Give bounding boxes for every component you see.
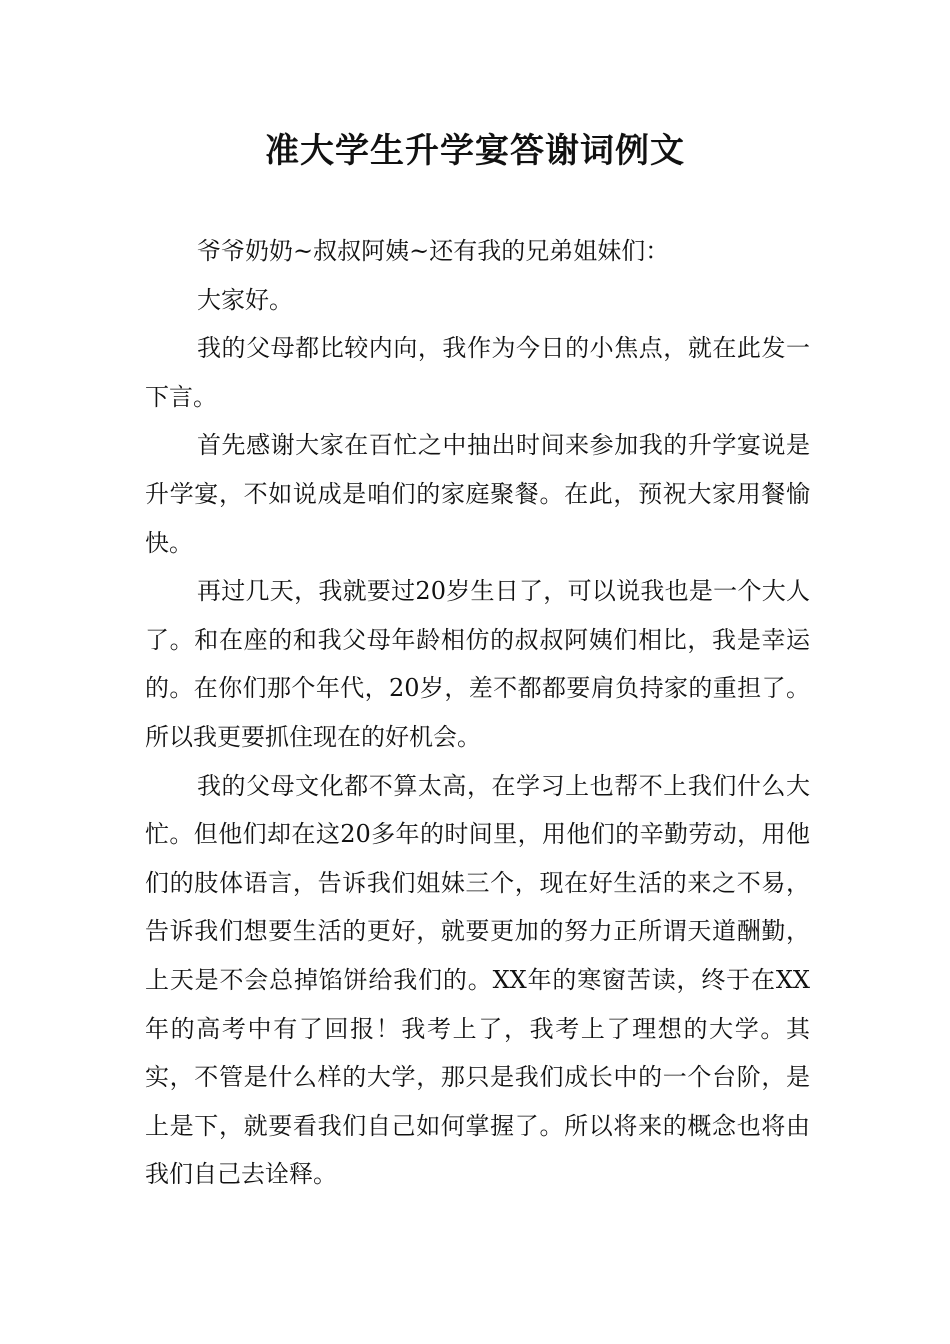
- document-title: 准大学生升学宴答谢词例文: [265, 131, 685, 171]
- paragraph-intro: 我的父母都比较内向，我作为今日的小焦点，就在此发一下言。: [145, 334, 810, 411]
- paragraph-parents: 我的父母文化都不算太高，在学习上也帮不上我们什么大忙。但他们却在这20多年的时间里，用他们的辛勤劳动，用他们的肢体语言，告诉我们姐妹三个，现在好生活的来之不易，告诉我们想要生活的更好，就要更加的努力正所谓天道酬勤，上天是不会总掉馅饼给我们的。XX年的寒窗苦读，终于在XX年的高考中有了回报！我考上了，我考上了理想的大学。其实，不管是什么样的大学，那只是我们成长中的一个台阶，是上是下，就要看我们自己如何掌握了。所以将来的概念也将由我们自己去诠释。: [145, 771, 810, 1189]
- paragraph-birthday: 再过几天，我就要过20岁生日了，可以说我也是一个大人了。和在座的和我父母年龄相仿的叔叔阿姨们相比，我是幸运的。在你们那个年代，20岁，差不都都要肩负持家的重担了。所以我更要抓住现在的好机会。: [145, 577, 810, 751]
- paragraph-greeting: 大家好。: [197, 285, 293, 314]
- paragraph-salutation: 爷爷奶奶~叔叔阿姨~还有我的兄弟姐妹们：: [197, 237, 670, 265]
- paragraph-thanks: 首先感谢大家在百忙之中抽出时间来参加我的升学宴说是升学宴，不如说成是咱们的家庭聚餐。在此，预祝大家用餐愉快。: [145, 431, 810, 557]
- document-body: [145, 227, 810, 1199]
